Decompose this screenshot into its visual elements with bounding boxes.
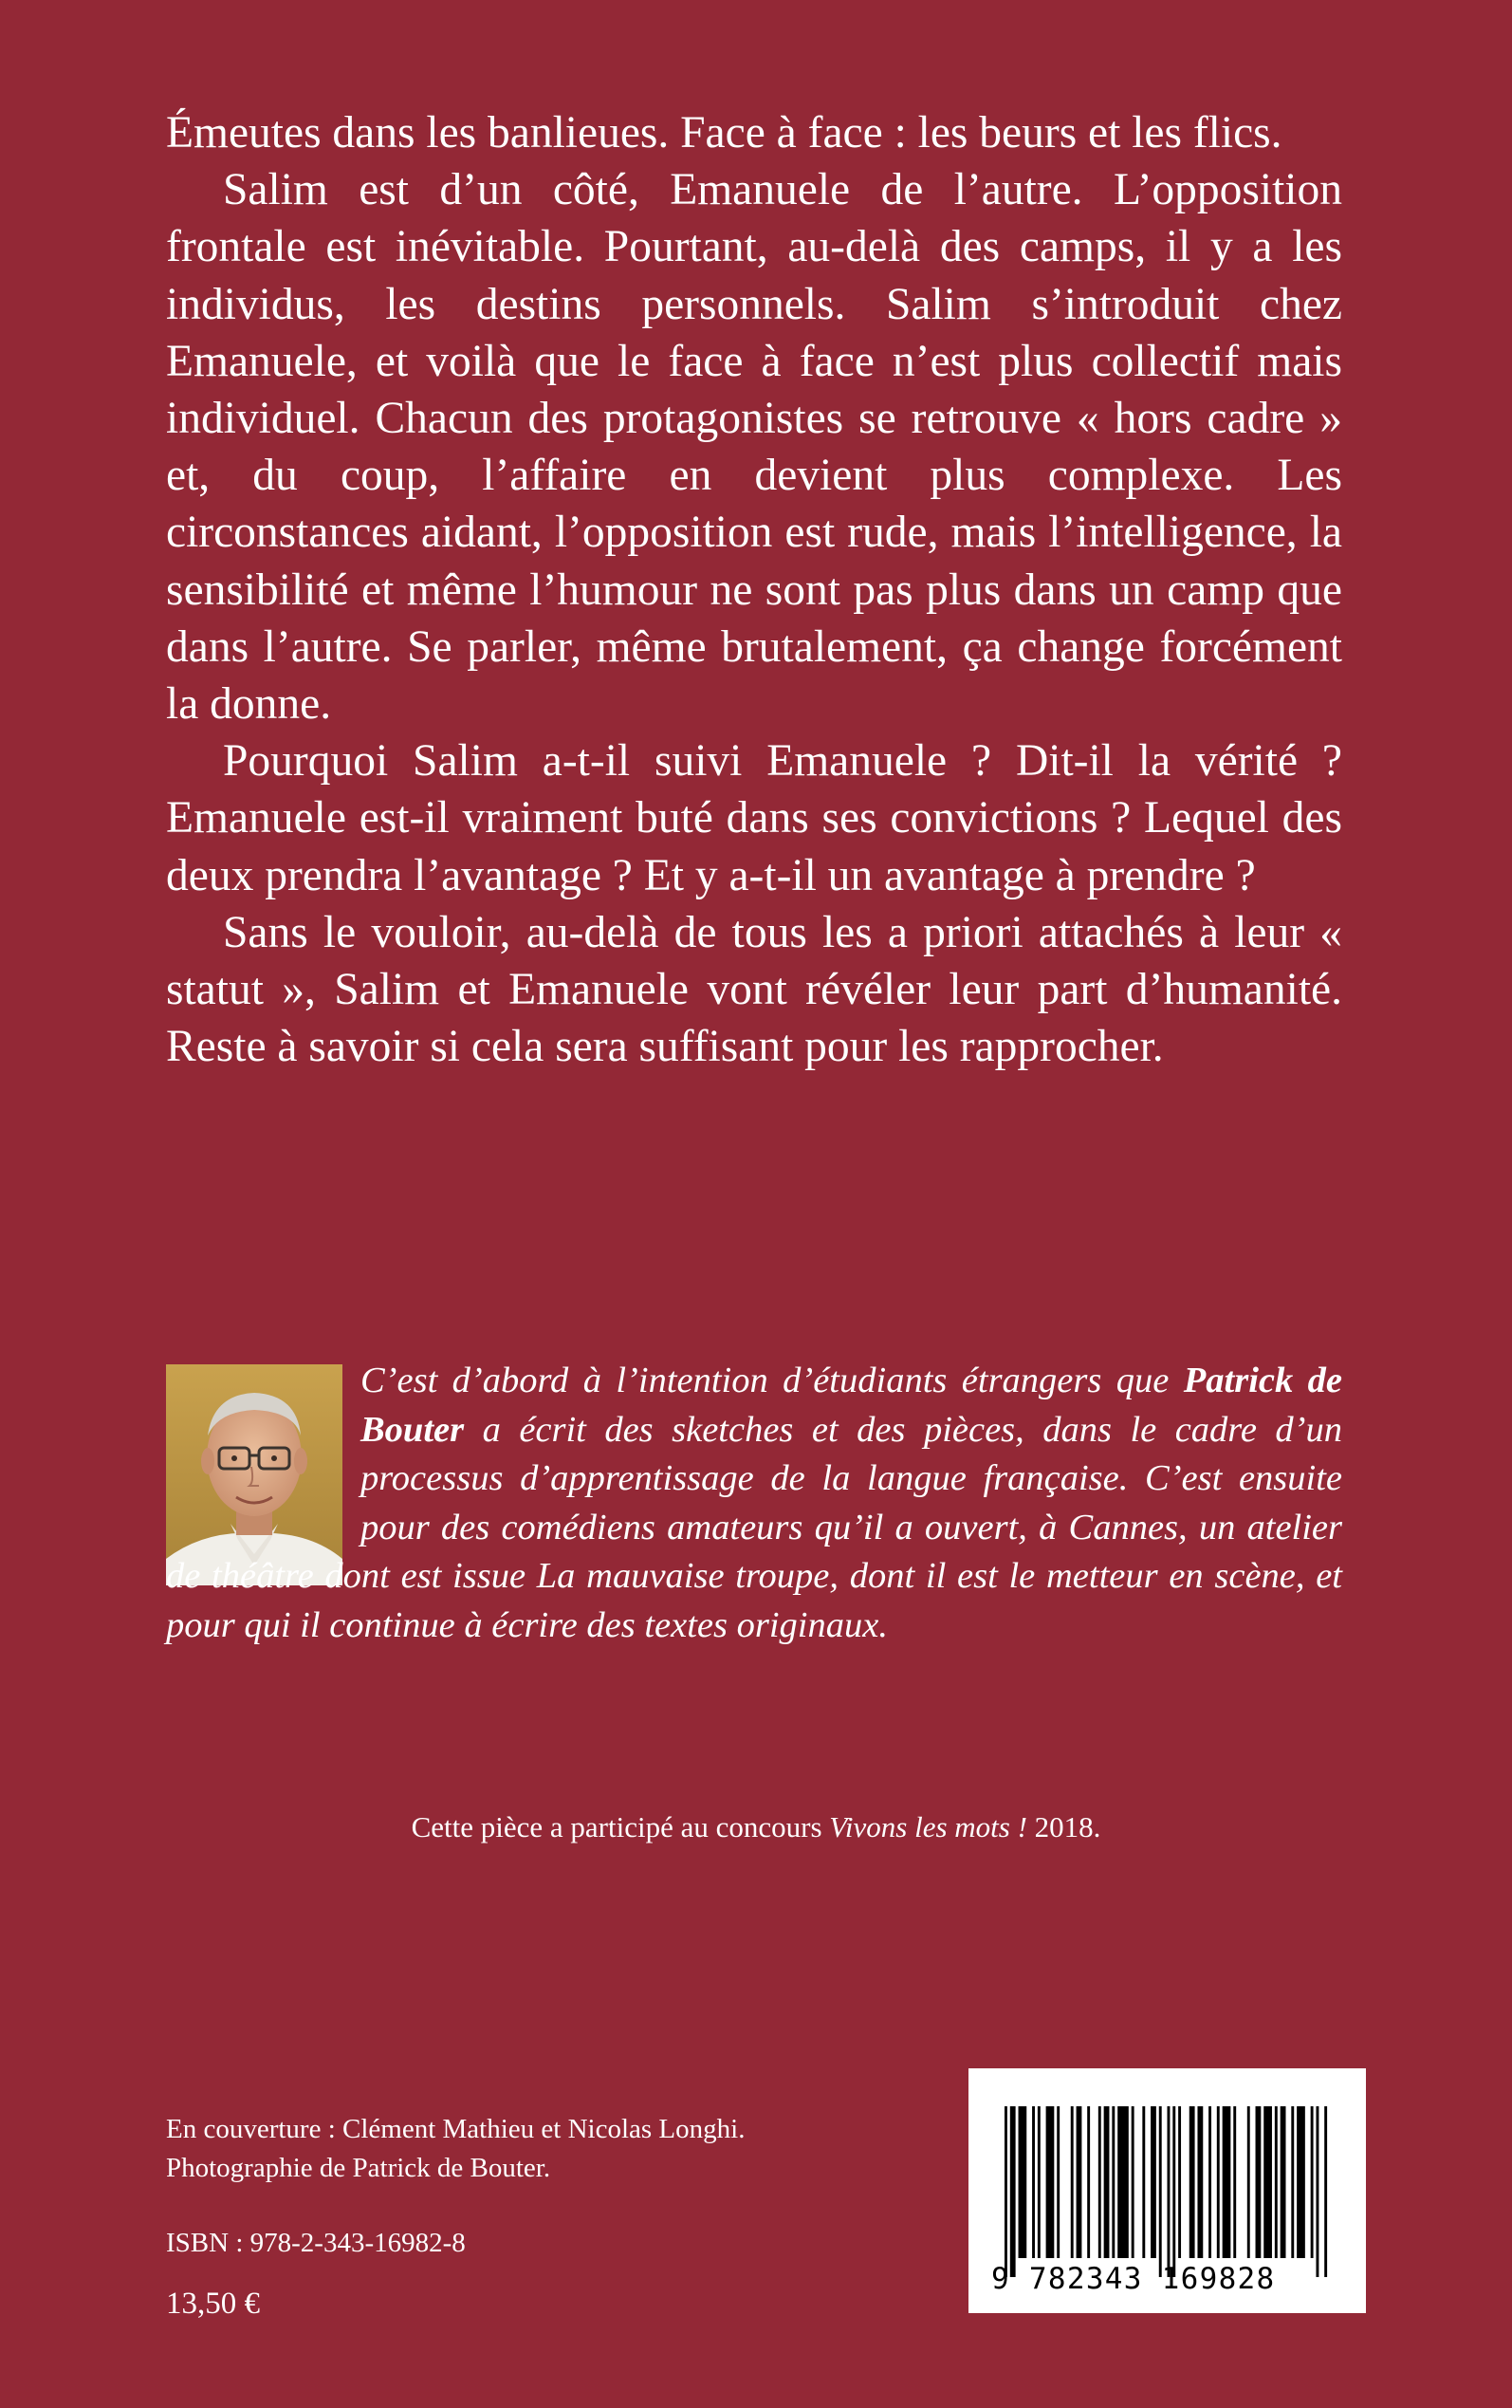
barcode-bar [1117,2106,1129,2258]
barcode-bar [1038,2106,1041,2258]
barcode-bar [1324,2106,1327,2277]
back-cover-blurb [166,104,1342,1075]
barcode-bar [1223,2106,1231,2258]
barcode-bar [1197,2106,1203,2258]
barcode-bar [1077,2106,1082,2258]
barcode-bar [1189,2106,1195,2258]
cover-credit-line: En couverture : Clément Mathieu et Nicolas Longhi. [166,2114,746,2144]
barcode-bar [1208,2106,1211,2258]
barcode-bar [1087,2106,1090,2258]
barcode-bar [1281,2106,1286,2258]
photo-spacer [166,1357,360,1537]
contest-prefix: Cette pièce a participé au concours [411,1810,830,1843]
barcode-bar [1275,2106,1278,2258]
barcode-bar [1032,2106,1035,2258]
author-bio [166,1357,1342,1650]
blurb-paragraph-2: Salim est d’un côté, Emanuele de l’autre. L’opposition frontale est inévitable. Pourtant, au-delà des camps, il y a les individus, les destins personnels. Salim s’introduit chez Emanuele, et voilà que le face à face n’est plus collectif mais individuel. Chacun des protagonistes se retrouve « hors cadre » et, du coup, l’affaire en devient plus complexe. Les circonstances aidant, l’opposition est rude, mais l’intelligence, la sensibilité et même l’humour ne sont pas plus dans un camp que dans l’autre. Se parler, même brutalement, ça change forcément la donne. [166,165,1342,730]
barcode-bar [1104,2106,1110,2258]
barcode-bar [1046,2106,1055,2258]
barcode-bar [1233,2106,1236,2258]
barcode-bar [1247,2106,1250,2258]
barcode-bar [1291,2106,1294,2258]
barcode-bar [1019,2106,1027,2258]
book-price: 13,50 € [166,2287,260,2321]
barcode-bar [1172,2106,1175,2277]
contest-suffix: 2018. [1026,1810,1101,1843]
barcode-bar [1112,2106,1115,2258]
blurb-paragraph-4: Sans le vouloir, au-delà de tous les a priori attachés à leur « statut », Salim et Emanuele vont révéler leur part d’humanité. Reste à savoir si cela sera suffisant pour les rapprocher. [166,907,1342,1072]
barcode-bar [1005,2106,1007,2277]
barcode-bar [1217,2106,1220,2258]
barcode-bar [1311,2106,1314,2258]
barcode-bar [1297,2106,1305,2258]
contest-note [0,1810,1512,1844]
barcode-bar [1168,2106,1171,2277]
barcode-bar [1098,2106,1101,2258]
cover-credits [166,2110,745,2188]
barcode-icon [1005,2106,1330,2277]
barcode-bar [1316,2106,1318,2277]
barcode-bar [1071,2106,1074,2258]
blurb-paragraph-1: Émeutes dans les banlieues. Face à face : les beurs et les flics. [166,108,1282,157]
barcode-bar [1151,2106,1156,2258]
barcode-bar [1142,2106,1145,2258]
author-bio-rest: a écrit des sketches et des pièces, dans le cadre d’un processus d’apprentissage de la langue française. C’est ensuite pour des comédiens amateurs qu’il a ouvert, à Cannes, un atelier de théâtre dont est issue La mauvaise troupe, dont il est le metteur en scène, et pour qui il continue à écrire des textes originaux. [166,1409,1342,1645]
barcode-bar [1263,2106,1272,2258]
barcode-bar [1159,2106,1162,2277]
photo-credit-line: Photographie de Patrick de Bouter. [166,2153,551,2183]
blurb-paragraph-3: Pourquoi Salim a-t-il suivi Emanuele ? Dit-il la vérité ? Emanuele est-il vraiment buté dans ses convictions ? Lequel des deux prendra l’avantage ? Et y a-t-il un avantage à prendre ? [166,736,1342,900]
author-name: Patrick de Bouter [360,1361,1342,1450]
barcode-bar [1178,2106,1181,2258]
barcode-bar [1132,2106,1134,2258]
contest-title: Vivons les mots ! [829,1810,1027,1843]
barcode-bar [1256,2106,1262,2258]
isbn-number: ISBN : 978-2-343-16982-8 [166,2228,466,2258]
author-bio-intro: C’est d’abord à l’intention d’étudiants étrangers que [360,1361,1184,1400]
barcode-digits: 9 782343 169828 [991,2262,1276,2296]
barcode-bar [1010,2106,1016,2277]
author-bio-text [166,1357,1342,1650]
barcode-bar [1057,2106,1060,2258]
barcode-panel [968,2068,1366,2313]
